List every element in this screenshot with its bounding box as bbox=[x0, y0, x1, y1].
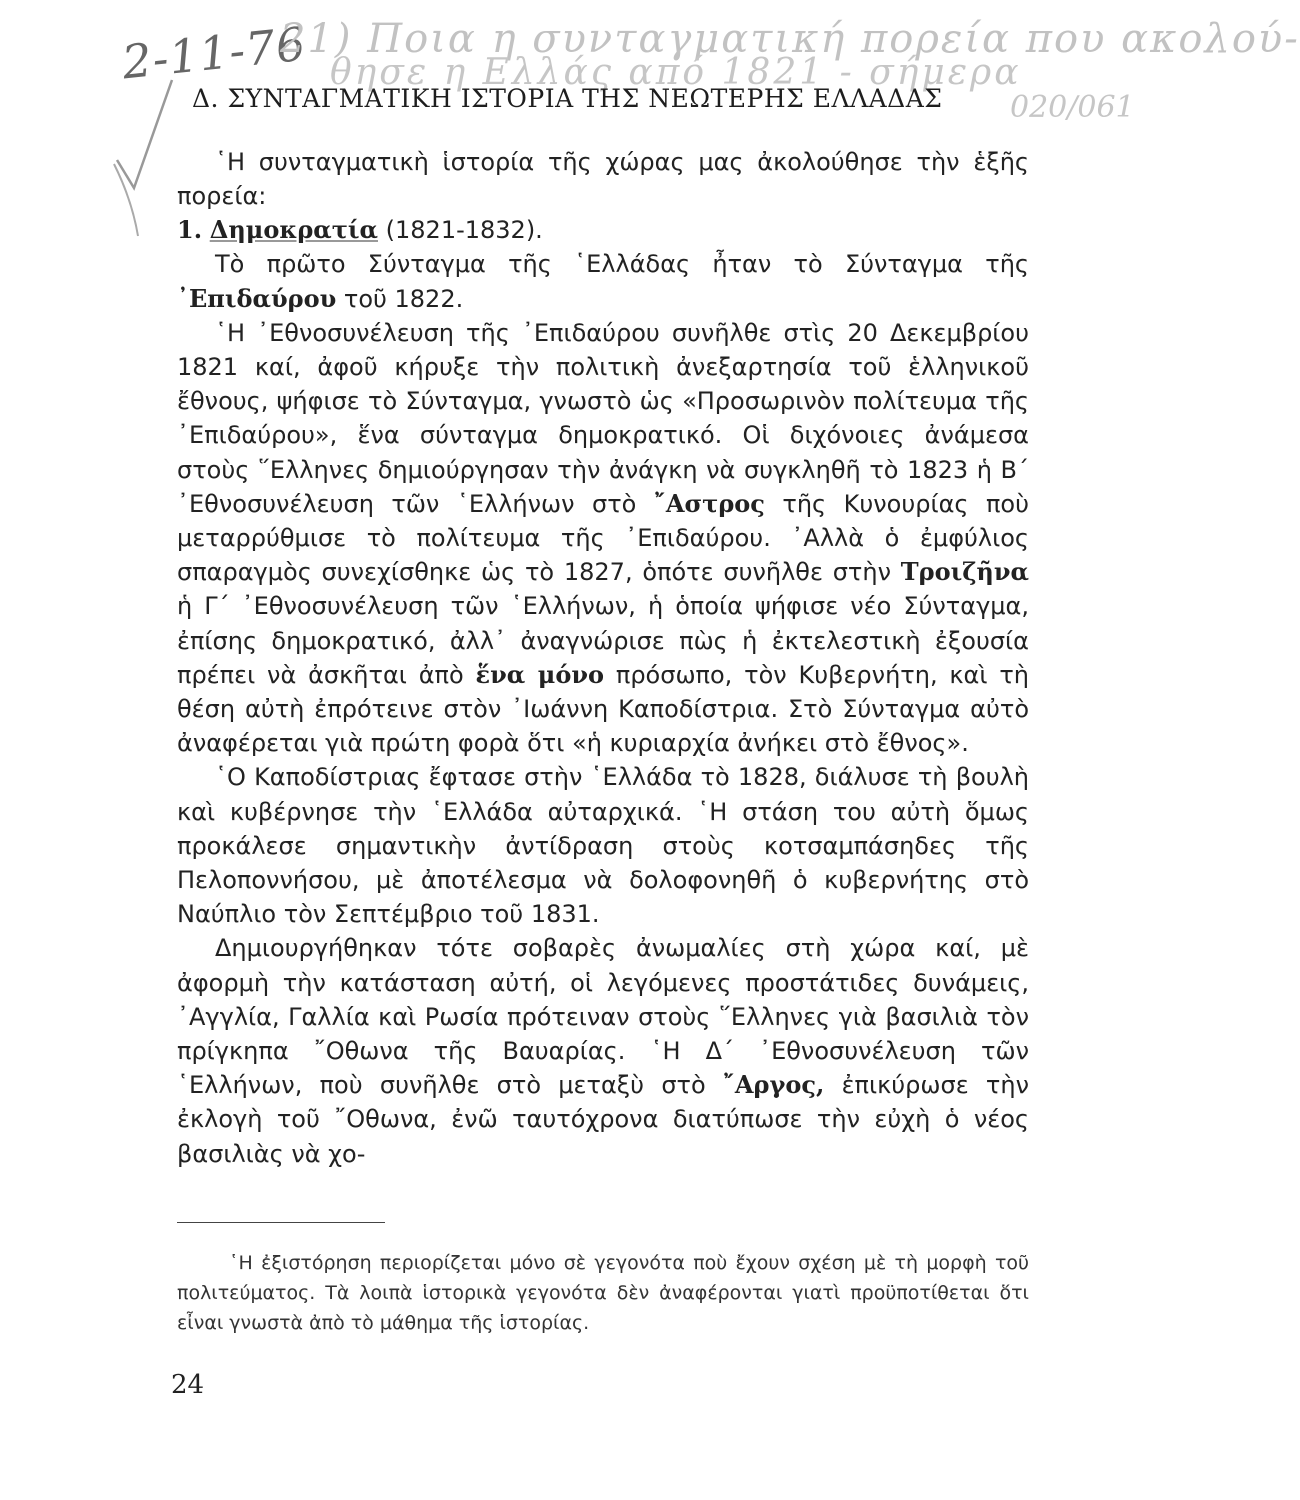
body-text bbox=[177, 145, 1029, 1171]
paragraph-1 bbox=[177, 247, 1029, 315]
paragraph-2 bbox=[177, 316, 1029, 761]
paragraph-2-text-c: ἡ Γ΄ ᾿Εθνοσυνέλευση τῶν ῾Ελλήνων, ἡ ὁποία ψήφισε νέο Σύνταγμα, ἐπίσης δημοκρατικό, ἀλλ᾿ ἀναγνώρισε πὼς ἡ ἐκτελεστικὴ ἐξουσία πρέπει νὰ ἀσκῆται ἀπὸ bbox=[177, 592, 1029, 689]
emphasis-epidaurus: ᾿Επιδαύρου bbox=[177, 283, 337, 313]
handwritten-reference: 020/061 bbox=[1010, 90, 1135, 125]
section-heading: Δ. ΣΥΝΤΑΓΜΑΤΙΚΗ ΙΣΤΟΡΙΑ ΤΗΣ ΝΕΩΤΕΡΗΣ ΕΛΛΑΔΑΣ bbox=[192, 84, 943, 113]
handwritten-question-line1: 21) Ποια η συνταγματική πορεία που ακολού- bbox=[280, 16, 1300, 62]
subsection-name: Δημοκρατία bbox=[209, 215, 378, 245]
footnote-divider bbox=[177, 1222, 385, 1223]
footnote bbox=[177, 1248, 1029, 1338]
emphasis-troizina: Τροιζῆνα bbox=[900, 557, 1029, 587]
paragraph-2-text: ῾Η ᾿Εθνοσυνέλευση τῆς ᾿Επιδαύρου συνῆλθε στὶς 20 Δεκεμβρίου 1821 καί, ἀφοῦ κήρυξε τὴν πολιτικὴ ἀνεξαρτησία τοῦ ἑλληνικοῦ ἔθνους, ψήφισε τὸ Σύνταγμα, γνωστὸ ὡς «Προσωρινὸν πολίτευμα τῆς ᾿Επιδαύρου», ἕνα σύνταγμα δημοκρατικό. Οἱ διχόνοιες ἀνάμεσα στοὺς ῞Ελληνες δημιούργησαν τὴν ἀνάγκη νὰ συγκληθῆ τὸ 1823 ἡ Β΄ ᾿Εθνοσυνέλευση τῶν ῾Ελλήνων στὸ bbox=[177, 318, 1029, 518]
subsection-title bbox=[177, 213, 1029, 247]
paragraph-1-text-end: τοῦ 1822. bbox=[336, 284, 464, 313]
paragraph-4-text-end: ἐπικύρωσε τὴν ἐκλογὴ τοῦ ῎Οθωνα, ἐνῶ ταυτόχρονα διατύπωσε τὴν εὐχὴ ὁ νέος βασιλιὰς νὰ χο- bbox=[177, 1071, 1029, 1168]
paragraph-2-text-b: τῆς Κυνουρίας ποὺ μεταρρύθμισε τὸ πολίτευμα τῆς ᾿Επιδαύρου. ᾿Αλλὰ ὁ ἐμφύλιος σπαραγμὸς συνεχίσθηκε ὡς τὸ 1827, ὁπότε συνῆλθε στὴν bbox=[177, 489, 1030, 587]
paragraph-3: ῾Ο Καποδίστριας ἔφτασε στὴν ῾Ελλάδα τὸ 1828, διάλυσε τὴ βουλὴ καὶ κυβέρνησε τὴν ῾Ελλάδα αὐταρχικά. ῾Η στάση του αὐτὴ ὅμως προκάλεσε σημαντικὴν ἀντίδραση στοὺς κοτσαμπάσηδες τῆς Πελοποννήσου, μὲ ἀποτέλεσμα νὰ δολοφονηθῆ ὁ κυβερνήτης στὸ Ναύπλιο τὸν Σεπτέμβριο τοῦ 1831. bbox=[177, 763, 1029, 929]
handwritten-question-line2: θησε η Ελλάς από 1821 - σήμερα bbox=[330, 52, 1022, 93]
paragraph-1-text: Τὸ πρῶτο Σύνταγμα τῆς ῾Ελλάδας ἦταν τὸ Σύνταγμα τῆς bbox=[215, 250, 1029, 279]
intro-paragraph: ῾Η συνταγματικὴ ἱστορία τῆς χώρας μας ἀκολούθησε τὴν ἑξῆς πορεία: bbox=[177, 148, 1029, 211]
subsection-number: 1. bbox=[177, 215, 203, 245]
subsection-period: (1821-1832). bbox=[385, 216, 543, 245]
emphasis-astros: ῎Αστρος bbox=[653, 488, 765, 518]
emphasis-ena-mono: ἕνα μόνο bbox=[475, 659, 605, 689]
paragraph-2-text-d: πρόσωπο, τὸν Κυβερνήτη, καὶ τὴ θέση αὐτὴ ἐπρότεινε στὸν ᾿Ιωάννη Καποδίστρια. Στὸ Σύνταγμα αὐτὸ ἀναφέρεται γιὰ πρώτη φορὰ ὅτι «ἡ κυριαρχία ἀνήκει στὸ ἔθνος». bbox=[177, 660, 1030, 758]
paragraph-4 bbox=[177, 931, 1029, 1170]
footnote-text: ῾Η ἐξιστόρηση περιορίζεται μόνο σὲ γεγονότα ποὺ ἔχουν σχέση μὲ τὴ μορφὴ τοῦ πολιτεύματος. Τὰ λοιπὰ ἱστορικὰ γεγονότα δὲν ἀναφέρονται γιατὶ προϋποτίθεται ὅτι εἶναι γνωστὰ ἀπὸ τὸ μάθημα τῆς ἱστορίας. bbox=[177, 1252, 1029, 1334]
page-number: 24 bbox=[171, 1370, 205, 1400]
emphasis-argos: ῎Αργος, bbox=[722, 1070, 825, 1100]
handwritten-date: 2-11-76 bbox=[119, 16, 309, 90]
paragraph-4-text: Δημιουργήθηκαν τότε σοβαρὲς ἀνωμαλίες στὴ χώρα καί, μὲ ἀφορμὴ τὴν κατάσταση αὐτή, οἱ λεγόμενες προστάτιδες δυνάμεις, ᾿Αγγλία, Γαλλία καὶ Ρωσία πρότειναν στοὺς ῞Ελληνες γιὰ βασιλιὰ τὸν πρίγκηπα ῎Οθωνα τῆς Βαυαρίας. ῾Η Δ΄ ᾿Εθνοσυνέλευση τῶν ῾Ελλήνων, ποὺ συνῆλθε στὸ μεταξὺ στὸ bbox=[177, 934, 1029, 1100]
